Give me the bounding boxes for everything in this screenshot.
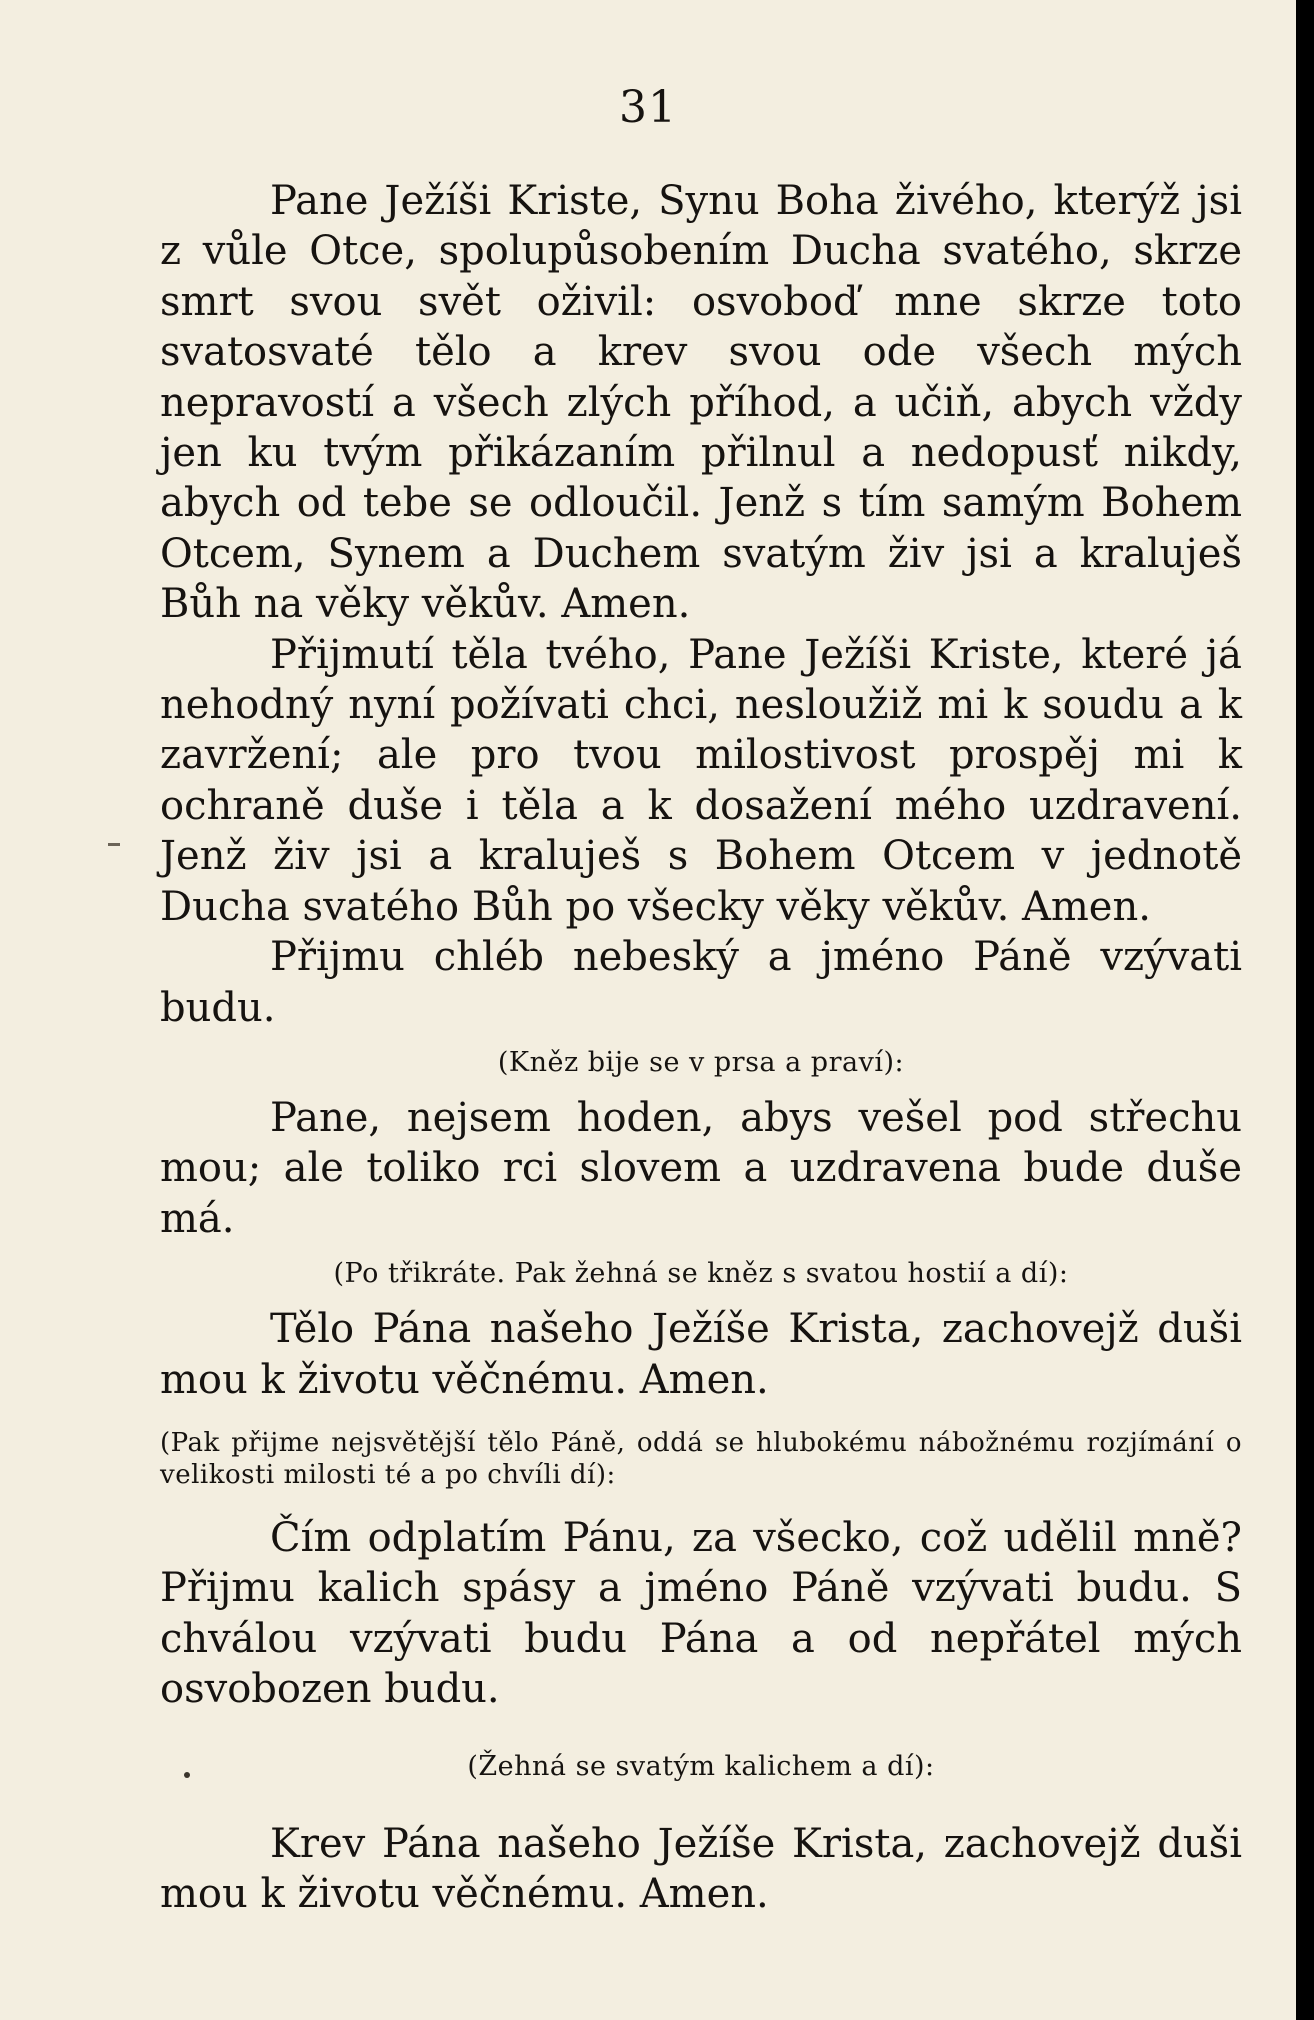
rubric-1: (Kněz bije se v prsa a praví): bbox=[497, 1046, 905, 1078]
rubric-4: (Žehná se svatým kalichem a dí): bbox=[467, 1750, 935, 1782]
rubric-3: (Pak přijme nejsvětější tělo Páně, oddá se hlubokému nábožnému rozjímání o velikosti milosti té a po chvíli dí): bbox=[160, 1427, 1242, 1490]
prayer-paragraph-1: Pane Ježíši Kriste, Synu Boha živého, kterýž jsi z vůle Otce, spolupůsobením Ducha svatého, skrze smrt svou svět oživil: osvoboď mne skrze toto svatosvaté tělo a krev svou ode všech mých nepravostí a všech zlých příhod, a učiň, abych vždy jen ku tvým přikázaním přilnul a nedopusť nikdy, abych od tebe se odloučil. Jenž s tím samým Bohem Otcem, Synem a Duchem svatým živ jsi a kraluješ Bůh na věky věkův. Amen. bbox=[160, 178, 1242, 628]
prayer-paragraph-3: Přijmu chléb nebeský a jméno Páně vzývati budu. bbox=[160, 934, 1242, 1031]
rubric-2: (Po třikráte. Pak žehná se kněz s svatou hostií a dí): bbox=[333, 1258, 1069, 1290]
page-body bbox=[160, 176, 1242, 1919]
ink-speck bbox=[184, 1772, 190, 1778]
page-number: 31 bbox=[619, 82, 677, 133]
prayer-paragraph-2: Přijmutí těla tvého, Pane Ježíši Kriste, které já nehodný nyní požívati chci, nesloužiž mi k soudu a k zavržení; ale pro tvou milostivost prospěj mi k ochraně duše i těla a k dosažení mého uzdravení. Jenž živ jsi a kraluješ s Bohem Otcem v jednotě Ducha svatého Bůh po všecky věky věkův. Amen. bbox=[160, 631, 1242, 930]
margin-mark bbox=[108, 843, 120, 846]
prayer-paragraph-6: Čím odplatím Pánu, za všecko, což udělil mně? Přijmu kalich spásy a jméno Páně vzývati budu. S chválou vzývati budu Pána a od nepřátel mých osvobozen budu. bbox=[160, 1514, 1242, 1713]
prayer-paragraph-4: Pane, nejsem hoden, abys vešel pod střechu mou; ale toliko rci slovem a uzdravena bude duše má. bbox=[160, 1094, 1242, 1242]
prayer-paragraph-5: Tělo Pána našeho Ježíše Krista, zachovejž duši mou k životu věčnému. Amen. bbox=[160, 1306, 1242, 1403]
prayer-paragraph-7: Krev Pána našeho Ježíše Krista, zachovejž duši mou k životu věčnému. Amen. bbox=[160, 1820, 1242, 1917]
